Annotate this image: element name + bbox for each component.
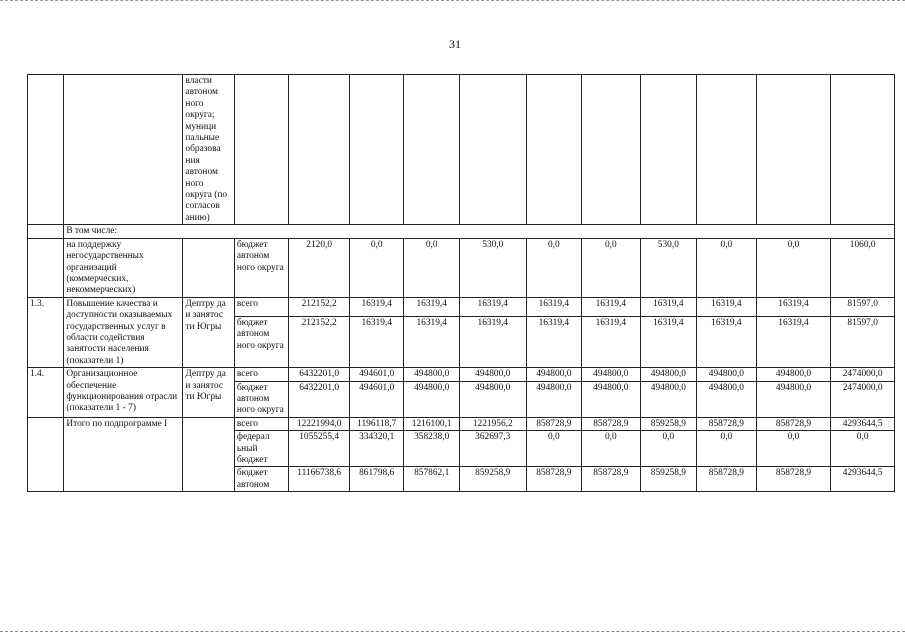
- cell-value: 1060,0: [831, 238, 895, 297]
- cell-value: 212152,2: [289, 297, 350, 316]
- cell-index: 1.3.: [28, 297, 64, 367]
- including-label: В том числе:: [64, 225, 895, 238]
- cell-value: 16319,4: [582, 297, 641, 316]
- scan-bottom-edge: [0, 631, 905, 634]
- cell-value: 1196118,7: [349, 417, 404, 430]
- cell-value: 212152,2: [289, 316, 350, 367]
- budget-table: [27, 74, 895, 492]
- cell-value: 16319,4: [404, 316, 460, 367]
- cell-index: [28, 238, 64, 297]
- cell-value: 0,0: [756, 431, 831, 467]
- cell-value: 494800,0: [582, 368, 641, 381]
- cell-value: 2474000,0: [831, 381, 895, 417]
- cell-name: Итого по подпрограмме I: [64, 417, 183, 491]
- cell-value: 858728,9: [582, 417, 641, 430]
- cell-value: 4293644,5: [831, 417, 895, 430]
- including-row: [28, 225, 895, 238]
- cell-value: 16319,4: [526, 316, 582, 367]
- cell-name: Повышение качества и доступности оказываемых государственных услуг в области содействия занятости населения (показатели 1): [64, 297, 183, 367]
- cell-value: 0,0: [640, 431, 697, 467]
- cell-executor: [183, 238, 234, 297]
- cell-value: 494800,0: [526, 368, 582, 381]
- cell-value: 494800,0: [526, 381, 582, 417]
- cell-name: на поддержку негосударственных организаций (коммерческих, некоммерческих): [64, 238, 183, 297]
- cell-value: 494800,0: [404, 381, 460, 417]
- table-row: [28, 417, 895, 430]
- cell-value: 2120,0: [289, 238, 350, 297]
- cell-value: 81597,0: [831, 316, 895, 367]
- cell-value: 0,0: [349, 238, 404, 297]
- cell-funding-source: бюджет автоном ного округа: [234, 316, 289, 367]
- cell-value: 6432201,0: [289, 381, 350, 417]
- cell-value: 16319,4: [582, 316, 641, 367]
- page-number: 31: [449, 37, 461, 51]
- cell-value: 861798,6: [349, 467, 404, 492]
- cell-value: 16319,4: [697, 316, 757, 367]
- cell-name: [64, 75, 183, 225]
- cell-value: 494800,0: [697, 368, 757, 381]
- cell-value: 0,0: [582, 238, 641, 297]
- cell-value: 494800,0: [640, 368, 697, 381]
- cell-value: 0,0: [831, 431, 895, 467]
- cell-value: 858728,9: [697, 467, 757, 492]
- cell-executor: Дептру да и занятос ти Югры: [183, 297, 234, 367]
- cell-value: 0,0: [697, 431, 757, 467]
- cell-value: 494800,0: [459, 368, 526, 381]
- cell-value: 16319,4: [404, 297, 460, 316]
- table-row: [28, 238, 895, 297]
- cell-value: 16319,4: [756, 316, 831, 367]
- cell-value: 334320,1: [349, 431, 404, 467]
- cell-index: [28, 75, 64, 225]
- cell-name: Организационное обеспечение функционирования отрасли (показатели 1 - 7): [64, 368, 183, 418]
- cell-value: 16319,4: [640, 297, 697, 316]
- cell-funding-source: бюджет автоном ного округа: [234, 238, 289, 297]
- cell-value: 16319,4: [697, 297, 757, 316]
- cell-value: 0,0: [526, 238, 582, 297]
- cell-value: 858728,9: [756, 467, 831, 492]
- cell-funding-source: бюджет автоном ного округа: [234, 381, 289, 417]
- cell-value: 1216100,1: [404, 417, 460, 430]
- continued-row: [28, 75, 895, 225]
- cell-value: 16319,4: [756, 297, 831, 316]
- cell-value: 859258,9: [640, 417, 697, 430]
- cell-value: 859258,9: [640, 467, 697, 492]
- cell-value: 0,0: [756, 238, 831, 297]
- cell-value: 16319,4: [349, 297, 404, 316]
- cell-value: 358238,0: [404, 431, 460, 467]
- cell-value: 494601,0: [349, 368, 404, 381]
- cell-value: 494800,0: [697, 381, 757, 417]
- cell-value: 16319,4: [459, 316, 526, 367]
- cell-value: 530,0: [459, 238, 526, 297]
- cell-funding-source: всего: [234, 368, 289, 381]
- cell-value: 530,0: [640, 238, 697, 297]
- cell-funding-source: всего: [234, 417, 289, 430]
- cell-value: 859258,9: [459, 467, 526, 492]
- cell-value: 0,0: [404, 238, 460, 297]
- cell-funding-source: федерал ьный бюджет: [234, 431, 289, 467]
- cell-value: 858728,9: [582, 467, 641, 492]
- cell-value: 2474000,0: [831, 368, 895, 381]
- cell-funding-source: бюджет автоном: [234, 467, 289, 492]
- cell-value: 16319,4: [349, 316, 404, 367]
- cell-value: 494800,0: [756, 368, 831, 381]
- cell-value: 362697,3: [459, 431, 526, 467]
- cell-value: 81597,0: [831, 297, 895, 316]
- cell-value: 16319,4: [459, 297, 526, 316]
- cell-value: 11166738,6: [289, 467, 350, 492]
- cell-value: 16319,4: [526, 297, 582, 316]
- cell-index: 1.4.: [28, 368, 64, 418]
- cell-value: 494800,0: [640, 381, 697, 417]
- table-row: [28, 368, 895, 381]
- cell-value: 1055255,4: [289, 431, 350, 467]
- scan-top-edge: [0, 0, 905, 4]
- cell-value: 494800,0: [582, 381, 641, 417]
- cell-value: 857862,1: [404, 467, 460, 492]
- cell-funding-source: всего: [234, 297, 289, 316]
- cell-value: 494800,0: [404, 368, 460, 381]
- cell-executor: Дептру да и занятос ти Югры: [183, 368, 234, 418]
- cell-value: 0,0: [526, 431, 582, 467]
- cell-value: 858728,9: [697, 417, 757, 430]
- cell-value: 858728,9: [756, 417, 831, 430]
- cell-executor: [183, 417, 234, 491]
- cell-value: 494800,0: [756, 381, 831, 417]
- cell-value: 0,0: [582, 431, 641, 467]
- cell-value: 16319,4: [640, 316, 697, 367]
- cell-value: 858728,9: [526, 417, 582, 430]
- cell-index: [28, 417, 64, 491]
- table-row: [28, 297, 895, 316]
- cell-value: 6432201,0: [289, 368, 350, 381]
- cell-executor: власти автоном ного округа; муници пальные образова ния автоном ного округа (по согласов анию): [183, 75, 234, 225]
- cell-value: 858728,9: [526, 467, 582, 492]
- cell-value: 494800,0: [459, 381, 526, 417]
- cell-value: 0,0: [697, 238, 757, 297]
- cell-value: 1221956,2: [459, 417, 526, 430]
- cell-value: 4293644,5: [831, 467, 895, 492]
- cell-value: 494601,0: [349, 381, 404, 417]
- cell-value: 12221994,0: [289, 417, 350, 430]
